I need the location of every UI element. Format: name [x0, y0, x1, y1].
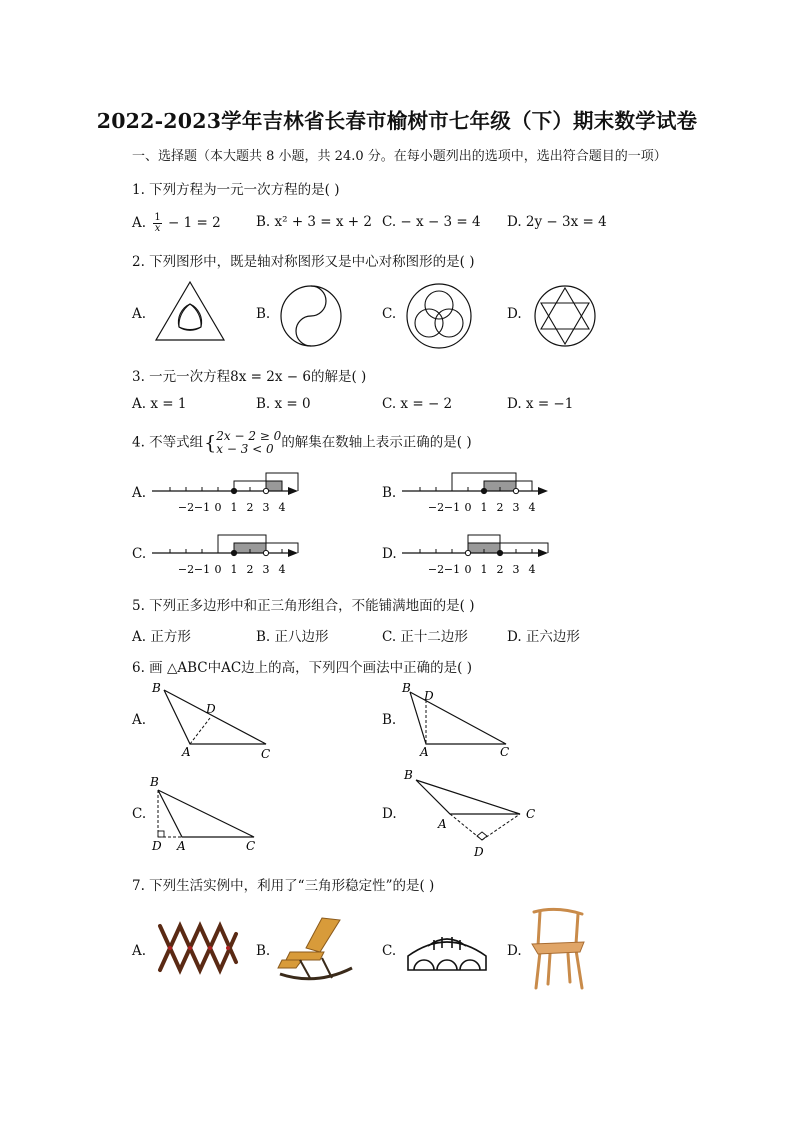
open-dot [465, 550, 470, 555]
tick-label: 0 [464, 501, 472, 514]
question-3-stem: 3. 一元一次方程8x = 2x − 6的解是( ) [132, 369, 367, 385]
point-label-b: B [404, 768, 413, 782]
question-5-stem: 5. 下列正多边形中和正三角形组合，不能铺满地面的是( ) [132, 598, 475, 614]
q4-inequality-system [216, 430, 281, 456]
question-1-stem: 1. 下列方程为一元一次方程的是( ) [132, 182, 340, 198]
point-label-b: B [402, 681, 411, 695]
axis-arrow-icon [538, 549, 548, 557]
tick-label: 3 [262, 563, 270, 576]
point-label-d: D [424, 689, 434, 703]
q4-number-line-c [150, 527, 310, 579]
closed-dot [231, 550, 236, 555]
tick-label: 4 [528, 501, 536, 514]
q3-option-c[interactable]: C. x = − 2 [382, 396, 453, 412]
closed-dot [497, 550, 502, 555]
q6-figure-d [398, 766, 548, 862]
q5-option-a[interactable]: A. 正方形 [132, 629, 191, 645]
q1-option-b[interactable]: B. x² + 3 = x + 2 [256, 214, 373, 230]
q4-option-a[interactable]: A. [132, 485, 147, 501]
point-label-c: C [526, 807, 536, 821]
q4-option-b[interactable]: B. [382, 485, 397, 501]
point-label-d: D [474, 845, 484, 859]
tick-label: 4 [278, 563, 286, 576]
q5-option-b[interactable]: B. 正八边形 [256, 629, 329, 645]
q1-option-a[interactable] [132, 213, 221, 234]
q6-option-b[interactable]: B. [382, 712, 397, 728]
tick-label: 2 [246, 501, 254, 514]
q5-option-d[interactable]: D. 正六边形 [507, 629, 580, 645]
tick-label: 3 [512, 563, 520, 576]
tick-label: 1 [480, 563, 488, 576]
q4-inequality-1: 2x − 2 ≥ 0 [216, 429, 282, 443]
q7-image-a-extendable-lattice [152, 918, 242, 978]
point-label-c: C [246, 839, 256, 853]
q3-option-a[interactable]: A. x = 1 [132, 396, 187, 412]
q1-option-c[interactable]: C. − x − 3 = 4 [382, 214, 481, 230]
tick-label: 1 [480, 501, 488, 514]
open-dot [263, 488, 268, 493]
fraction-denominator: x [154, 223, 161, 234]
tick-label: 2 [496, 563, 504, 576]
axis-arrow-icon [288, 487, 298, 495]
tick-label: −2 [427, 501, 445, 514]
q4-option-c[interactable]: C. [132, 546, 147, 562]
question-4-stem [132, 430, 472, 456]
open-dot [263, 550, 268, 555]
point-label-b: B [150, 775, 159, 789]
tick-label: −2 [177, 563, 195, 576]
q6-option-c[interactable]: C. [132, 806, 147, 822]
q1-option-a-fraction [153, 213, 161, 234]
q5-option-c[interactable]: C. 正十二边形 [382, 629, 468, 645]
q7-option-a[interactable]: A. [132, 943, 147, 959]
fraction-numerator: 1 [154, 212, 161, 223]
q2-option-a[interactable]: A. [132, 306, 147, 322]
tick-label: −1 [443, 563, 461, 576]
q2-option-c[interactable]: C. [382, 306, 397, 322]
q4-number-line-b [400, 465, 560, 517]
q2-figure-a-reuleaux-triangle [150, 276, 230, 346]
question-2-stem: 2. 下列图形中，既是轴对称图形又是中心对称图形的是( ) [132, 254, 475, 270]
open-dot [513, 488, 518, 493]
q2-figure-c-three-circles [404, 281, 474, 351]
point-label-a: A [438, 817, 447, 831]
q4-inequality-2: x − 3 < 0 [216, 442, 274, 456]
tick-label: −1 [443, 501, 461, 514]
tick-label: 4 [278, 501, 286, 514]
tick-label: 0 [464, 563, 472, 576]
question-7-stem: 7. 下列生活实例中，利用了“三角形稳定性”的是( ) [132, 878, 435, 894]
q6-option-d[interactable]: D. [382, 806, 397, 822]
point-label-c: C [500, 745, 510, 759]
point-label-b: B [152, 681, 161, 695]
axis-arrow-icon [538, 487, 548, 495]
q7-option-c[interactable]: C. [382, 943, 397, 959]
point-label-c: C [261, 747, 271, 760]
tick-label: −2 [427, 563, 445, 576]
point-label-a: A [420, 745, 429, 759]
point-label-a: A [182, 745, 191, 759]
tick-label: 0 [214, 563, 222, 576]
q1-option-a-label: A. [132, 215, 147, 231]
q2-option-d[interactable]: D. [507, 306, 522, 322]
closed-dot [231, 488, 236, 493]
tick-label: −1 [193, 563, 211, 576]
tick-label: 3 [512, 501, 520, 514]
q7-image-b-rocking-chair [276, 912, 356, 984]
q7-image-d-wooden-chair [526, 904, 592, 992]
tick-label: 4 [528, 563, 536, 576]
question-6-stem: 6. 画 △ABC中AC边上的高，下列四个画法中正确的是( ) [132, 660, 472, 676]
q2-option-b[interactable]: B. [256, 306, 271, 322]
point-label-d: D [152, 839, 162, 853]
tick-label: 1 [230, 501, 238, 514]
q2-figure-b-yin-yang [278, 283, 344, 349]
q4-number-line-a [150, 465, 310, 517]
point-label-a: A [177, 839, 186, 853]
q6-figure-b [398, 678, 528, 760]
q2-figure-d-star-of-david [532, 283, 598, 349]
q6-figure-a [148, 678, 278, 760]
q7-option-d[interactable]: D. [507, 943, 522, 959]
q4-stem-suffix: 的解集在数轴上表示正确的是( ) [281, 434, 472, 451]
tick-label: −2 [177, 501, 195, 514]
q1-option-d[interactable]: D. 2y − 3x = 4 [507, 214, 607, 230]
tick-label: −1 [193, 501, 211, 514]
q7-option-b[interactable]: B. [256, 943, 271, 959]
point-label-d: D [206, 702, 216, 716]
tick-label: 0 [214, 501, 222, 514]
q4-number-line-d [400, 527, 560, 579]
q1-option-a-expression: − 1 = 2 [168, 215, 221, 231]
q4-stem-prefix: 4. 不等式组 [132, 434, 204, 451]
brace-icon: { [204, 432, 217, 454]
q6-figure-c [146, 770, 276, 856]
closed-dot [481, 488, 486, 493]
axis-arrow-icon [288, 549, 298, 557]
q3-option-d[interactable]: D. x = −1 [507, 396, 574, 412]
page-title: 2022-2023学年吉林省长春市榆树市七年级（下）期末数学试卷 [96, 109, 698, 133]
tick-label: 1 [230, 563, 238, 576]
tick-label: 3 [262, 501, 270, 514]
tick-label: 2 [496, 501, 504, 514]
q6-option-a[interactable]: A. [132, 712, 147, 728]
section-heading: 一、选择题（本大题共 8 小题，共 24.0 分。在每小题列出的选项中，选出符合题目的一项） [132, 149, 667, 164]
q4-option-d[interactable]: D. [382, 546, 397, 562]
tick-label: 2 [246, 563, 254, 576]
q3-option-b[interactable]: B. x = 0 [256, 396, 311, 412]
q7-image-c-arch-bridge [404, 922, 490, 974]
